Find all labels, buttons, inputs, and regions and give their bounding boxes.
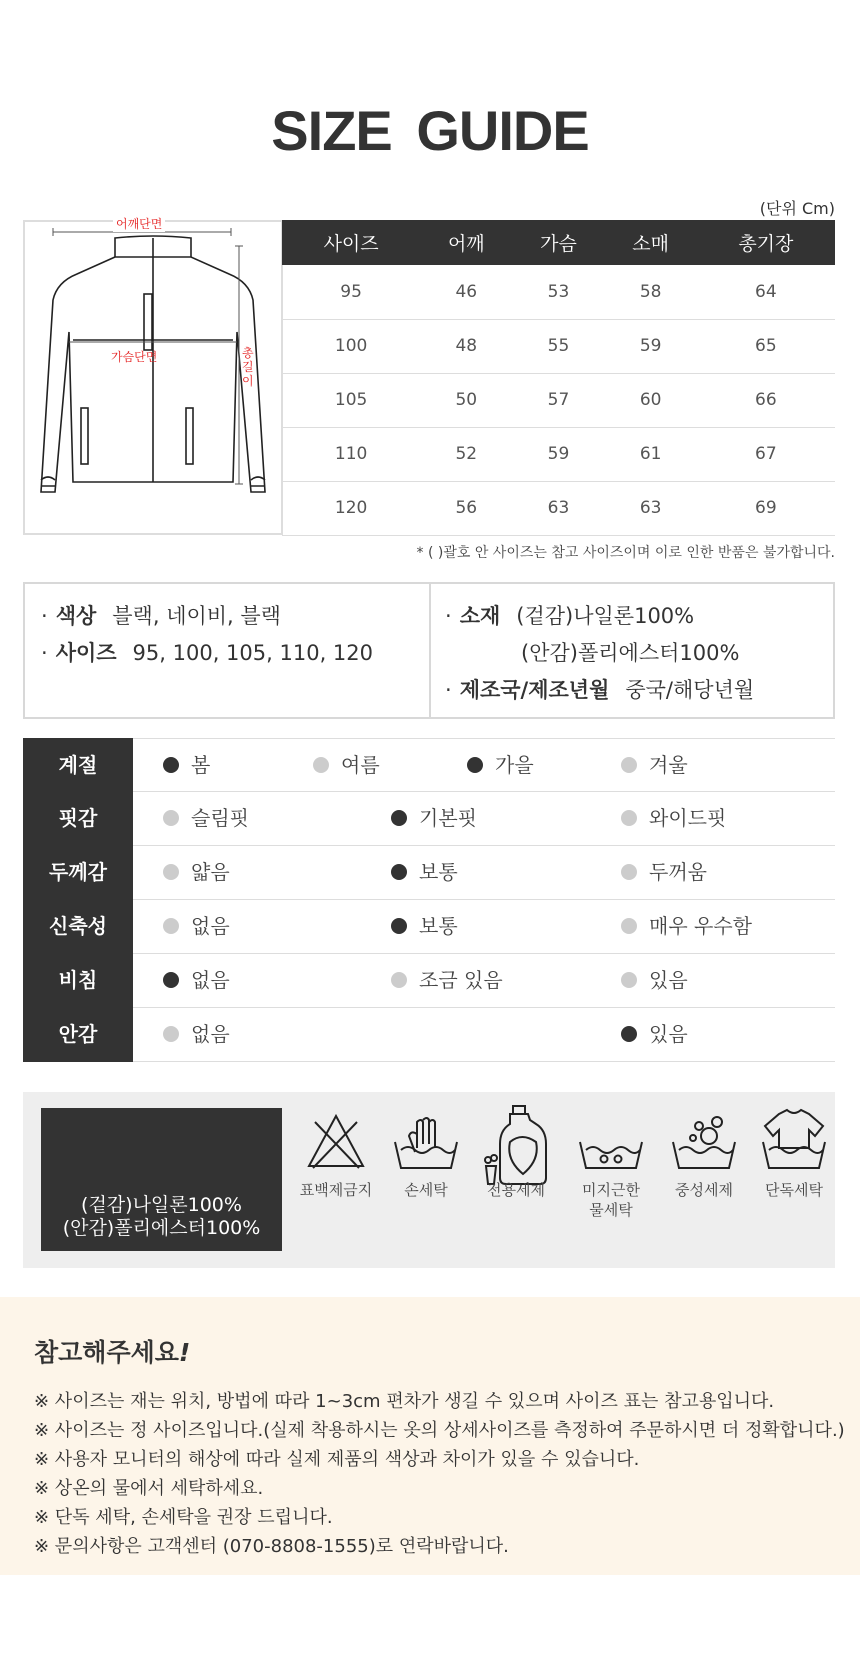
- unselected-dot-icon: [621, 972, 637, 988]
- care-material-outer: (겉감)나일론100%: [81, 1194, 242, 1216]
- table-cell: 52: [420, 427, 512, 481]
- attribute-name: 핏감: [23, 791, 133, 846]
- care-item-lukewarm: [566, 1104, 656, 1220]
- attribute-option: [391, 846, 458, 899]
- table-cell: 58: [605, 265, 697, 319]
- attribute-option-label: 있음: [649, 1022, 688, 1046]
- unselected-dot-icon: [163, 918, 179, 934]
- attribute-name: 두께감: [23, 845, 133, 900]
- unselected-dot-icon: [163, 810, 179, 826]
- care-item-detergent: [471, 1104, 561, 1200]
- color-value: 블랙, 네이비, 블랙: [112, 604, 281, 628]
- attribute-option-label: 얇음: [191, 860, 230, 884]
- table-row: [282, 319, 835, 373]
- attribute-option-label: 슬림핏: [191, 806, 249, 830]
- attribute-option-label: 없음: [191, 1022, 230, 1046]
- unselected-dot-icon: [621, 757, 637, 773]
- table-row: [282, 373, 835, 427]
- care-label: 미지근한 물세탁: [582, 1181, 640, 1219]
- care-label: 중성세제: [675, 1181, 733, 1199]
- attribute-option: [163, 846, 230, 899]
- material-inner: (안감)폴리에스터100%: [521, 641, 740, 665]
- size-table-header-cell: 소매: [605, 220, 697, 265]
- care-material-inner: (안감)폴리에스터100%: [62, 1217, 261, 1239]
- care-label: 전용세제: [487, 1181, 545, 1199]
- care-item-neutral: [659, 1104, 749, 1200]
- chest-label: 가슴단면: [111, 350, 158, 364]
- attribute-row: [23, 954, 835, 1008]
- unit-label: (단위 Cm): [759, 199, 835, 218]
- attribute-option: [163, 900, 230, 953]
- attribute-option-label: 두꺼움: [649, 860, 707, 884]
- size-table-header-cell: 어깨: [420, 220, 512, 265]
- separate-wash-icon: [759, 1104, 829, 1174]
- hand-wash-icon: [391, 1104, 461, 1174]
- table-row: [282, 481, 835, 535]
- attribute-option: [163, 792, 249, 845]
- table-cell: 95: [282, 265, 420, 319]
- attribute-name: 안감: [23, 1007, 133, 1062]
- unselected-dot-icon: [621, 864, 637, 880]
- note-line: ※ 상온의 물에서 세탁하세요.: [34, 1478, 264, 1499]
- unselected-dot-icon: [621, 810, 637, 826]
- attribute-name: 비침: [23, 953, 133, 1008]
- table-cell: 55: [512, 319, 604, 373]
- care-item-no-bleach: [291, 1104, 381, 1200]
- attribute-row: [23, 846, 835, 900]
- table-row: [282, 427, 835, 481]
- info-left: [25, 584, 431, 717]
- table-cell: 64: [697, 265, 835, 319]
- size-table: [282, 220, 835, 536]
- table-cell: 110: [282, 427, 420, 481]
- attribute-option-label: 없음: [191, 968, 230, 992]
- attribute-row: [23, 900, 835, 954]
- material-info: · 소재 (겉감)나일론100%: [445, 604, 695, 628]
- attribute-option-label: 보통: [419, 914, 458, 938]
- attribute-option: [391, 900, 458, 953]
- product-info-box: [23, 582, 835, 719]
- attribute-option: [621, 900, 752, 953]
- care-label: 표백제금지: [299, 1181, 373, 1199]
- table-cell: 65: [697, 319, 835, 373]
- care-material-box: [41, 1108, 282, 1251]
- attribute-option-label: 가을: [495, 753, 534, 777]
- care-label: 단독세탁: [765, 1181, 823, 1199]
- origin-value: 중국/해당년월: [625, 678, 755, 702]
- size-table-header-cell: 사이즈: [282, 220, 420, 265]
- attribute-row: [23, 1008, 835, 1062]
- attribute-option: [621, 739, 688, 792]
- attribute-option-label: 여름: [341, 753, 380, 777]
- attribute-option: [163, 739, 210, 792]
- attribute-option: [621, 846, 707, 899]
- attribute-option: [467, 739, 534, 792]
- attribute-option: [313, 739, 380, 792]
- neutral-detergent-icon: [669, 1104, 739, 1174]
- page-title: SIZE GUIDE: [271, 99, 589, 162]
- table-cell: 48: [420, 319, 512, 373]
- table-cell: 63: [605, 481, 697, 535]
- attribute-option-label: 와이드핏: [649, 806, 727, 830]
- table-cell: 59: [605, 319, 697, 373]
- size-table-header-cell: 총기장: [697, 220, 835, 265]
- attribute-option: [621, 792, 726, 845]
- table-cell: 57: [512, 373, 604, 427]
- table-row: [282, 265, 835, 319]
- attribute-option: [621, 1008, 688, 1061]
- notes-list: [34, 1387, 860, 1561]
- attribute-option-label: 매우 우수함: [649, 914, 752, 938]
- unselected-dot-icon: [313, 757, 329, 773]
- size-note: * ( )괄호 안 사이즈는 참고 사이즈이며 이로 인한 반품은 불가합니다.: [416, 545, 835, 561]
- material-key: 소재: [459, 604, 501, 628]
- no-bleach-icon: [301, 1104, 371, 1174]
- table-cell: 53: [512, 265, 604, 319]
- attribute-option-label: 봄: [191, 753, 211, 777]
- table-cell: 50: [420, 373, 512, 427]
- origin-info: · 제조국/제조년월 중국/해당년월: [445, 678, 755, 702]
- attribute-name: 신축성: [23, 899, 133, 954]
- table-cell: 67: [697, 427, 835, 481]
- selected-dot-icon: [391, 864, 407, 880]
- table-cell: 69: [697, 481, 835, 535]
- attribute-option: [621, 954, 688, 1007]
- attribute-option-label: 보통: [419, 860, 458, 884]
- care-section: [23, 1092, 835, 1268]
- size-table-header-cell: 가슴: [512, 220, 604, 265]
- selected-dot-icon: [163, 972, 179, 988]
- unselected-dot-icon: [163, 1026, 179, 1042]
- note-line: ※ 단독 세탁, 손세탁을 권장 드립니다.: [34, 1507, 333, 1528]
- attribute-grid: [23, 738, 835, 1062]
- selected-dot-icon: [391, 918, 407, 934]
- note-line: ※ 문의사항은 고객센터 (070-8808-1555)로 연락바랍니다.: [34, 1536, 509, 1557]
- size-value: 95, 100, 105, 110, 120: [132, 641, 374, 665]
- table-cell: 100: [282, 319, 420, 373]
- table-cell: 46: [420, 265, 512, 319]
- attribute-option-label: 기본핏: [419, 806, 477, 830]
- selected-dot-icon: [621, 1026, 637, 1042]
- note-line: ※ 사이즈는 재는 위치, 방법에 따라 1~3cm 편차가 생길 수 있으며 사이즈 표는 참고용입니다.: [34, 1391, 775, 1412]
- attribute-option: [391, 954, 503, 1007]
- table-cell: 56: [420, 481, 512, 535]
- jacket-diagram: [23, 217, 283, 535]
- unselected-dot-icon: [621, 918, 637, 934]
- attribute-option-label: 조금 있음: [419, 968, 503, 992]
- shoulder-label: 어깨단면: [113, 215, 165, 232]
- notes-section: [0, 1297, 860, 1575]
- attribute-row: [23, 738, 835, 792]
- attribute-option: [163, 954, 230, 1007]
- color-key: 색상: [55, 604, 97, 628]
- attribute-option-label: 없음: [191, 914, 230, 938]
- selected-dot-icon: [391, 810, 407, 826]
- attribute-option: [391, 792, 477, 845]
- selected-dot-icon: [163, 757, 179, 773]
- size-chart-block: [23, 217, 835, 535]
- note-line: ※ 사이즈는 정 사이즈입니다.(실제 착용하시는 옷의 상세사이즈를 측정하여 주문하시면 더 정확합니다.): [34, 1420, 845, 1441]
- table-cell: 59: [512, 427, 604, 481]
- lukewarm-wash-icon: [576, 1104, 646, 1174]
- table-cell: 120: [282, 481, 420, 535]
- detergent-bottle-icon: [476, 1104, 556, 1186]
- color-info: · 색상 블랙, 네이비, 블랙: [41, 604, 281, 628]
- attribute-row: [23, 792, 835, 846]
- origin-key: 제조국/제조년월: [459, 678, 610, 702]
- length-label: 총길이: [242, 346, 254, 388]
- size-table-header: [282, 220, 835, 265]
- info-right: [433, 584, 833, 717]
- care-item-hand-wash: [381, 1104, 471, 1200]
- table-cell: 60: [605, 373, 697, 427]
- material-outer: (겉감)나일론100%: [516, 604, 695, 628]
- size-info: · 사이즈 95, 100, 105, 110, 120: [41, 641, 374, 665]
- attribute-option: [163, 1008, 230, 1061]
- table-cell: 66: [697, 373, 835, 427]
- table-cell: 61: [605, 427, 697, 481]
- attribute-option-label: 있음: [649, 968, 688, 992]
- care-item-separate: [749, 1104, 839, 1200]
- unselected-dot-icon: [163, 864, 179, 880]
- table-cell: 105: [282, 373, 420, 427]
- table-cell: 63: [512, 481, 604, 535]
- note-line: ※ 사용자 모니터의 해상에 따라 실제 제품의 색상과 차이가 있을 수 있습니다.: [34, 1449, 640, 1470]
- notes-title: 참고해주세요!: [34, 1338, 191, 1367]
- selected-dot-icon: [467, 757, 483, 773]
- attribute-name: 계절: [23, 738, 133, 793]
- size-key: 사이즈: [55, 641, 117, 665]
- unselected-dot-icon: [391, 972, 407, 988]
- attribute-option-label: 겨울: [649, 753, 688, 777]
- care-label: 손세탁: [404, 1181, 448, 1199]
